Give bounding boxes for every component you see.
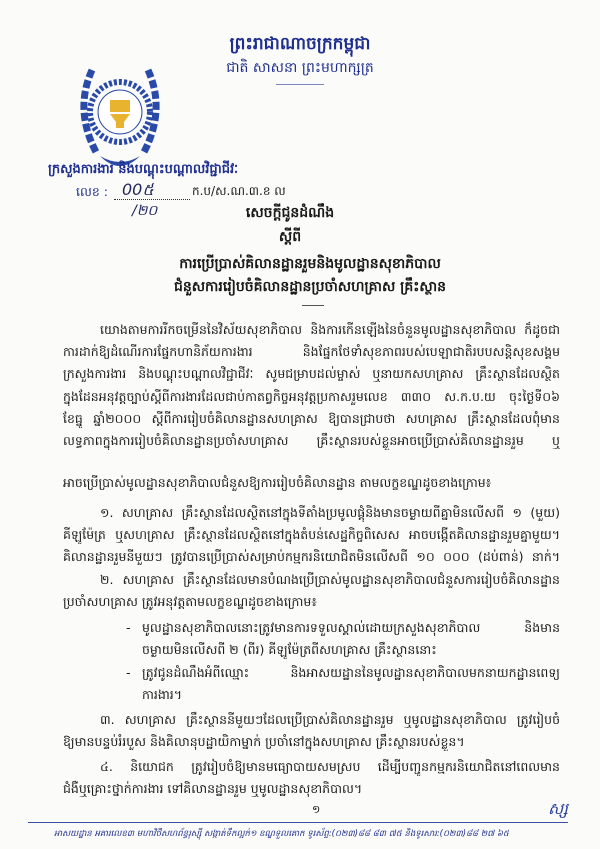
number-label: លេខ : [76,184,108,199]
item-line: គីឡូម៉ែត្រ ឬសហគ្រាស គ្រឹះស្ថានដែលស្ថិតនៅក្នុងតំបន់សេដ្ឋកិច្ចពិសេស អាចបង្កើតគិលានដ្ឋានរួមគ្នាមួយ។ [63,527,560,542]
document-code: ក.ប/ស.ណ.៣.ខ ល [192,184,286,198]
paragraph-line: ខែធ្នូ ឆ្នាំ២០០០ ស្តីពីការរៀបចំគិលានដ្ឋានសហគ្រាស ឱ្យបានជ្រាបថា សហគ្រាស គ្រឹះស្ថានដែលពុំមាន [63,411,560,426]
page-number: ១ [312,803,321,816]
item-line: ២. សហគ្រាស គ្រឹះស្ថានដែលមានបំណងប្រើប្រាស់មូលដ្ឋានសុខាភិបាលជំនួសការរៀបចំគិលានដ្ឋាន [100,572,560,587]
document-number-year: /២០ [132,203,158,219]
subject-line-1: ការប្រើប្រាស់គិលានដ្ឋានរួមនិងមូលដ្ឋានសុខាភិបាល [179,256,441,272]
document-number: 00៥ [122,180,154,199]
ministry-name: ក្រសួងការងារ និងបណ្តុះបណ្តាលវិជ្ជាជីវៈ [48,162,239,177]
item-line: ៤. និយោជក ត្រូវរៀបចំឱ្យមានមធ្យោបាយសមស្រប ដើម្បីបញ្ជូនកម្មករនិយោជិតនៅពេលមាន [100,759,560,774]
bullet-dash: - [126,665,131,680]
subject-line-2: ជំនួសការរៀបចំគិលានដ្ឋានប្រចាំសហគ្រាស គ្រឹះស្ថាន [173,279,447,295]
item-line: ជំងឺឬគ្រោះថ្នាក់ការងារ ទៅគិលានដ្ឋានរួម ឬមូលដ្ឋានសុខាភិបាល។ [63,781,363,796]
item-line: គិលានដ្ឋានរួមនីមួយៗ ត្រូវបានប្រើប្រាស់សម្រាប់កម្មករនិយោជិតមិនលើសពី ១០ ០០០ (ដប់ពាន់) នាក់។ [63,549,560,564]
number-dotted-line [114,199,190,200]
paragraph-line: ក្នុងដែនអនុវត្តច្បាប់ស្តីពីការងារដែលជាប់កាតព្វកិច្ចអនុវត្តប្រកាសរួមលេខ ៣៣០ ស.ក.ប.យ ចុះថ្ងៃទី០៦ [63,389,560,404]
footer-rule [28,822,568,823]
ministry-logo [74,60,166,176]
paragraph-line: លទ្ធភាពក្នុងការរៀបចំគិលានដ្ឋានប្រចាំសហគ្រាស គ្រឹះស្ថានរបស់ខ្លួនអាចប្រើប្រាស់គិលានដ្ឋានរួម ឬ [63,433,560,448]
paragraph-line: ក្រសួងការងារ និងបណ្តុះបណ្តាលវិជ្ជាជីវៈ សូមជម្រាបដល់ម្ចាស់ ឬនាយកសហគ្រាស គ្រឹះស្ថានដែលស្ថិត [63,366,560,381]
bullet-line: ចម្ងាយមិនលើសពី ២ (ពីរ) គីឡូម៉ែត្រពីសហគ្រាស គ្រឹះស្ថាននោះ [142,642,437,657]
header-ornament [276,84,324,85]
notice-title: សេចក្តីជូនដំណឹង [245,205,335,221]
signature-initials: ស្ស [548,799,568,818]
title-divider [302,305,324,306]
item-line: ប្រចាំសហគ្រាស ត្រូវអនុវត្តតាមលក្ខខណ្ឌដូចខាងក្រោម៖ [63,594,317,609]
kingdom-title: ព្រះរាជាណាចក្រកម្ពុជា [229,34,371,54]
notice-about: ស្តីពី [278,229,302,245]
bullet-line: ត្រូវជូនដំណឹងអំពីឈ្មោះ និងអាសយដ្ឋាននៃមូលដ្ឋានសុខាភិបាលមកនាយកដ្ឋានពេទ្យ [142,665,560,680]
paragraph-line: យោងតាមការរីកចម្រើននៃវិស័យសុខាភិបាល និងការកើនឡើងនៃចំនួនមូលដ្ឋានសុខាភិបាល ក៏ដូចជា [100,322,560,337]
item-line: ឱ្យមានបន្ទប់រំរបួស និងគិលានុបដ្ឋាយិកាម្នាក់ ប្រចាំនៅក្នុងសហគ្រាស គ្រឹះស្ថានរបស់ខ្លួន។ [63,734,465,749]
bullet-line: មូលដ្ឋានសុខាភិបាលនោះត្រូវមានការទទួលស្គាល់ដោយក្រសួងសុខាភិបាល និងមាន [142,620,560,635]
item-line: ១. សហគ្រាស គ្រឹះស្ថានដែលស្ថិតនៅក្នុងទីតាំងប្រមូលផ្តុំនិងមានចម្ងាយពីគ្នាមិនលើសពី ១ (មួយ) [100,505,560,520]
footer-address: អាសយដ្ឋាន អគារលេខ៣ មហាវិថីសហព័ន្ធរុស្ស៊ី សង្កាត់ទឹកល្អក់១ ខណ្ឌទួលគោក ទូរស័ព្ទ:(០២៣)៨៨ ៨៣ ៧៥ និងទូរសារ:(០២៣)៨៨ ២៧ ៦៥ [54,829,509,839]
paragraph-line: អាចប្រើប្រាស់មូលដ្ឋានសុខាភិបាលជំនួសឱ្យការរៀបចំគិលានដ្ឋាន តាមលក្ខខណ្ឌដូចខាងក្រោម៖ [63,475,492,490]
paragraph-line: ការដាក់ឱ្យដំណើរការផ្នែកហានិភ័យការងារ និងផ្នែកថែទាំសុខភាពរបស់បេឡាជាតិរបបសន្តិសុខសង្គម [63,344,560,359]
bullet-dash: - [126,620,131,635]
national-motto: ជាតិ សាសនា ព្រះមហាក្សត្រ [226,60,374,76]
item-line: ៣. សហគ្រាស គ្រឹះស្ថាននីមួយៗដែលប្រើប្រាស់គិលានដ្ឋានរួម ឬមូលដ្ឋានសុខាភិបាល ត្រូវរៀបចំ [100,712,560,727]
bullet-line: ការងារ។ [142,687,182,702]
